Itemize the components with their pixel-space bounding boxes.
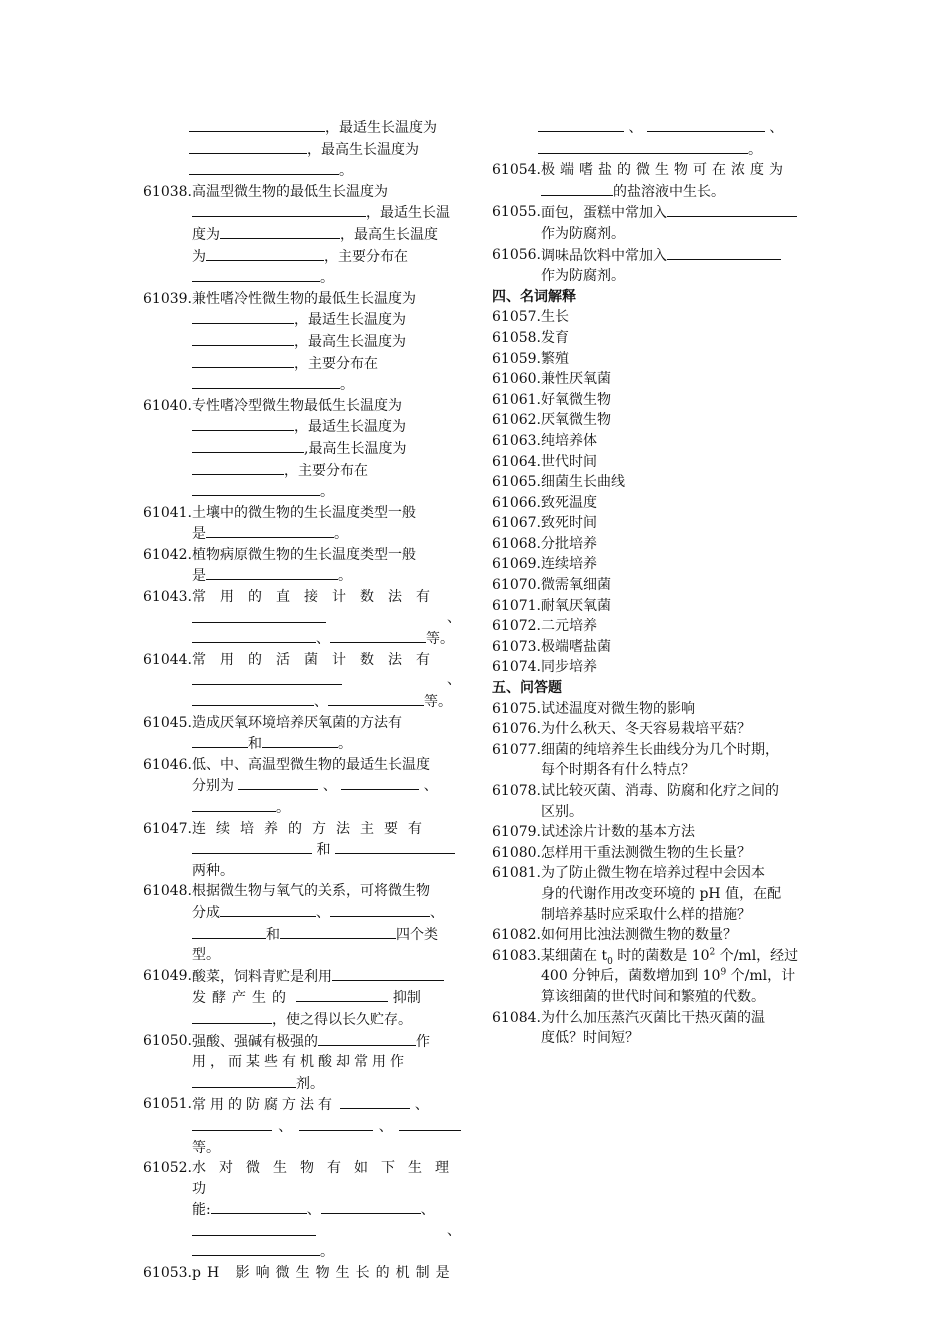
term-item: 61066.致死温度 <box>492 494 597 511</box>
question-61044: 61044. 常用的活菌计数法有 、 、 等。 <box>143 651 461 711</box>
blank-line <box>192 267 320 282</box>
blank-line <box>192 924 266 939</box>
blank-line <box>192 416 294 431</box>
blank-line <box>340 1094 410 1109</box>
term-item: 61058.发育 <box>492 329 569 346</box>
question-61053-continued: 、 、 。 <box>492 117 810 160</box>
term-item: 61071.耐氧厌氧菌 <box>492 597 611 614</box>
blank-line <box>192 691 314 706</box>
right-column <box>492 117 810 1049</box>
blank-line <box>220 224 340 239</box>
question-61055: 61055. 面包，蛋糕中常加入 作为防腐剂。 <box>492 202 810 244</box>
blank-line <box>541 181 613 196</box>
blank-line <box>206 246 324 261</box>
blank-line <box>538 139 748 154</box>
term-item: 61072.二元培养 <box>492 618 597 635</box>
question-61039: 61039. 兼性嗜冷性微生物的最低生长温度为 ，最适生长温度为 ，最高生长温度为 ，主要分布在 。 <box>143 290 416 394</box>
term-item: 61062.厌氧微生物 <box>492 412 611 429</box>
term-item: 61073.极端嗜盐菌 <box>492 638 611 655</box>
blank-line <box>192 374 340 389</box>
question-61082: 61082. 如何用比浊法测微生物的数量？ <box>492 927 737 944</box>
blank-line <box>192 438 304 453</box>
blank-line <box>189 139 307 154</box>
question-61084: 61084. 为什么加压蒸汽灭菌比干热灭菌的温 度低？时间短？ <box>492 1009 765 1047</box>
blank-line <box>280 924 396 939</box>
term-item: 61065.细菌生长曲线 <box>492 474 625 491</box>
blank-line <box>262 733 338 748</box>
blank-line <box>192 309 294 324</box>
term-item: 61070.微需氧细菌 <box>492 577 611 594</box>
blank-line <box>192 460 284 475</box>
term-item: 61063.纯培养体 <box>492 432 597 449</box>
blank-line <box>192 1241 320 1256</box>
question-61040: 61040. 专性嗜冷型微生物最低生长温度为 ，最适生长温度为 ,最高生长温度为 ，主要分布在 。 <box>143 397 407 501</box>
blank-line <box>647 117 765 132</box>
question-61050: 61050. 强酸、强碱有极强的 作 用，而某些有机酸却常用作 剂。 <box>143 1032 430 1092</box>
blank-line <box>328 691 424 706</box>
question-61054: 61054. 极端嗜盐的微生物可在浓度为 的盐溶液中生长。 <box>492 162 788 200</box>
blank-line <box>220 902 316 917</box>
blank-line <box>192 1073 296 1088</box>
term-item: 61069.连续培养 <box>492 556 597 573</box>
question-61081: 61081. 为了防止微生物在培养过程中会因本 身的代谢作用改变环境的 pH 值，在配 制培养基时应采取什么样的措施？ <box>492 865 782 923</box>
blank-line <box>192 733 248 748</box>
blank-line <box>192 628 316 643</box>
blank-line <box>192 797 276 812</box>
blank-line <box>206 523 334 538</box>
blank-line <box>192 670 342 685</box>
blank-line <box>206 565 338 580</box>
blank-line <box>192 353 294 368</box>
blank-line <box>321 1199 421 1214</box>
question-61052: 61052. 水对微生物有如下生理功 能: 、 、 、 。 <box>143 1160 461 1261</box>
question-61051: 61051. 常用的防腐方法有 、 、 、等。 <box>143 1094 461 1158</box>
question-61077: 61077. 细菌的纯培养生长曲线分为几个时期， 每个时期各有什么特点？ <box>492 741 779 779</box>
blank-line <box>399 1116 461 1131</box>
question-61056: 61056. 调味品饮料中常加入 作为防腐剂。 <box>492 245 810 287</box>
question-61046: 61046. 低、中、高温型微生物的最适生长温度 分别为 、 、 。 <box>143 756 438 816</box>
blank-line <box>189 160 339 175</box>
term-item: 61074.同步培养 <box>492 659 597 676</box>
question-61049: 61049. 酸菜，饲料青贮是利用 发酵产生的 抑制 ，使之得以长久贮存。 <box>143 966 461 1031</box>
section-heading-questions: 五、问答题 <box>492 680 562 697</box>
blank-line <box>211 1199 307 1214</box>
blank-line <box>192 331 294 346</box>
blank-line <box>238 775 318 790</box>
blank-line <box>341 775 419 790</box>
blank-line <box>318 1031 416 1046</box>
blank-line <box>192 481 320 496</box>
term-item: 61059.繁殖 <box>492 350 569 367</box>
blank-line <box>330 902 430 917</box>
blank-line <box>667 245 781 260</box>
term-item: 61057.生长 <box>492 309 569 326</box>
question-61042: 61042. 植物病原微生物的生长温度类型一般 是 。 <box>143 546 416 585</box>
blank-line <box>299 1116 373 1131</box>
question-61048: 61048. 根据微生物与氧气的关系，可将微生物 分成 、 、 和 四个类 型。 <box>143 883 444 964</box>
term-item: 61068.分批培养 <box>492 535 597 552</box>
blank-line <box>192 1009 272 1024</box>
question-61043: 61043. 常用的直接计数法有 、 、 等。 <box>143 589 461 648</box>
blank-line <box>667 202 797 217</box>
question-61078: 61078. 试比较灭菌、消毒、防腐和化疗之间的 区别。 <box>492 783 779 820</box>
term-item: 61061.好氧微生物 <box>492 391 611 408</box>
question-61041: 61041. 土壤中的微生物的生长温度类型一般 是 。 <box>143 504 416 543</box>
blank-line <box>192 1221 316 1236</box>
term-item: 61067.致死时间 <box>492 515 597 532</box>
blank-line <box>332 966 444 981</box>
blank-line <box>335 839 455 854</box>
blank-line <box>192 1116 272 1131</box>
blank-line <box>192 202 366 217</box>
blank-line <box>192 839 312 854</box>
question-61045: 61045. 造成厌氧环境培养厌氧菌的方法有 和 。 <box>143 714 402 753</box>
question-61053: 61053. pH 影响微生物生长的机制是 <box>143 1265 456 1282</box>
question-61079: 61079. 试述涂片计数的基本方法 <box>492 824 695 841</box>
left-column <box>143 117 461 1284</box>
blank-line <box>296 987 388 1002</box>
blank-line <box>189 117 325 132</box>
question-61080: 61080. 怎样用干重法测微生物的生长量？ <box>492 844 751 861</box>
term-item: 61060.兼性厌氧菌 <box>492 371 611 388</box>
question-61038: 61038. 高温型微生物的最低生长温度为 ，最适生长温 度为 ，最高生长温度 为 ，主要分布在 。 <box>143 183 450 287</box>
question-61047: 61047. 连续培养的方法主要有 和 两种。 <box>143 819 461 882</box>
section-heading-terms: 四、名词解释 <box>492 288 576 305</box>
question-61083: 61083. 某细菌在 $t_0$ 时的菌数是 $10^2$ 个/ml，经过 400 分钟后，菌数增加到 $10^9$ 个/ml，计 算该细菌的世代时间和繁殖的代数。 <box>492 947 799 1005</box>
term-item: 61064.世代时间 <box>492 453 597 470</box>
blank-line <box>330 628 426 643</box>
question-61075: 61075. 试述温度对微生物的影响 <box>492 700 695 717</box>
question-61076: 61076. 为什么秋天、冬天容易栽培平菇？ <box>492 721 751 738</box>
blank-line <box>192 608 326 623</box>
blank-line <box>538 117 624 132</box>
question-61037-continued: ，最适生长温度为 ，最高生长温度为 。 <box>143 117 461 182</box>
